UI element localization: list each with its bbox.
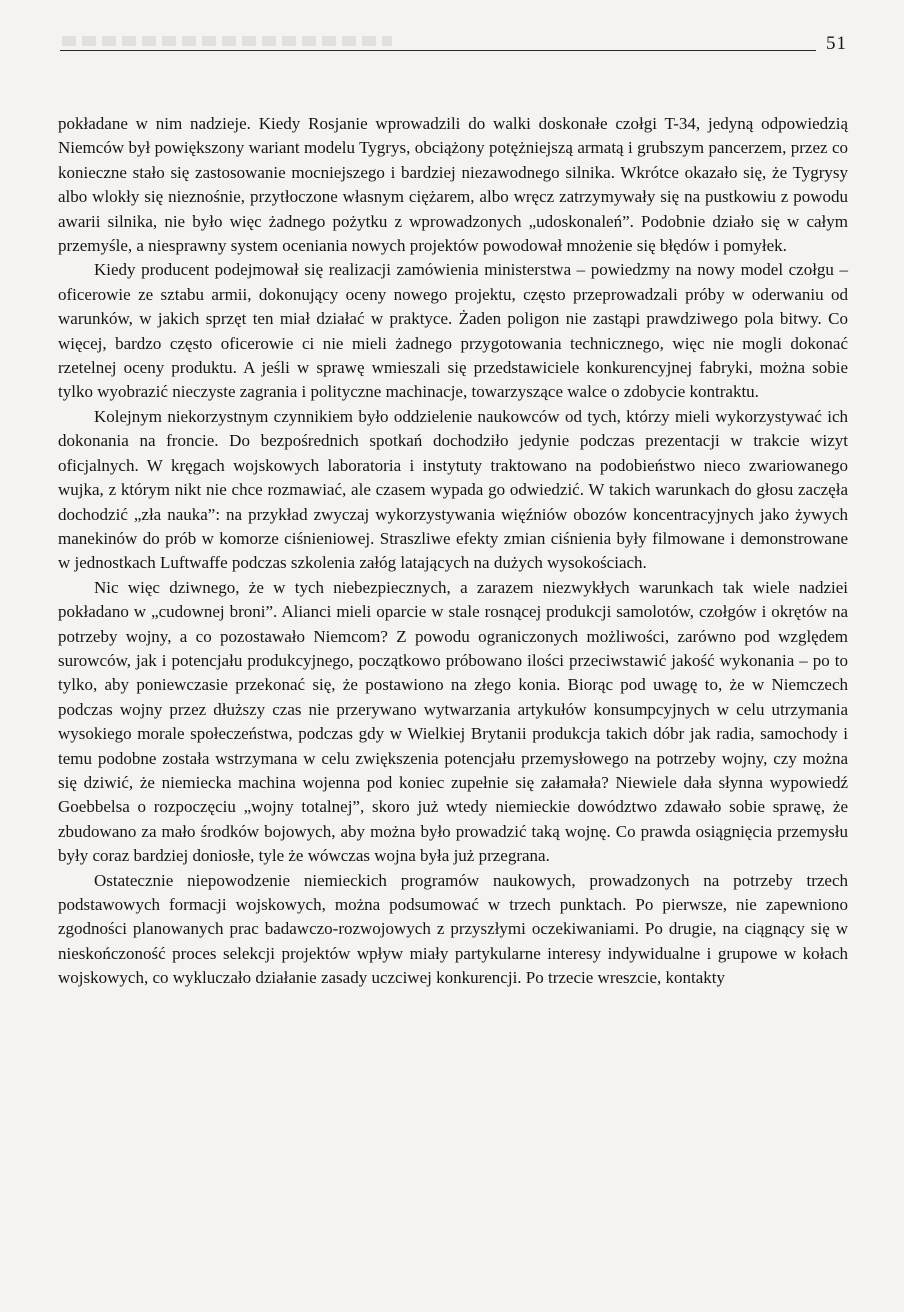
- body-text: [58, 112, 848, 991]
- paragraph-1: pokładane w nim nadzieje. Kiedy Rosjanie wprowadzili do walki doskonałe czołgi T-34, jedyną odpowiedzią Niemców był powiększony wariant modelu Tygrys, obciążony potężniejszą armatą i grubszym pancerzem, przez co konieczne stało się zastosowanie mocniejszego i bardziej niezawodnego silnika. Wkrótce okazało się, że Tygrysy albo wlokły się nieznośnie, przytłoczone własnym ciężarem, albo wręcz zatrzymywały się na pustkowiu z powodu awarii silnika, nie było więc żadnego pożytku z wprowadzonych „udoskonaleń”. Podobnie działo się w całym przemyśle, a niesprawny system oceniania nowych projektów powodował mnożenie się błędów i pomyłek.: [58, 114, 848, 256]
- paragraph-4: Nic więc dziwnego, że w tych niebezpiecznych, a zarazem niezwykłych warunkach tak wiele nadziei pokładano w „cudownej broni”. Alianci mieli oparcie w stale rosnącej produkcji samolotów, czołgów i okrętów na potrzeby wojny, a co pozostawało Niemcom? Z powodu ograniczonych możliwości, zarówno pod względem surowców, jak i potencjału produkcyjnego, początkowo próbowano ilości przeciwstawić jakość wykonania – po to tylko, aby poniewczasie przekonać się, że postawiono na złego konia. Biorąc pod uwagę to, że w Niemczech podczas wojny przez dłuższy czas nie przerywano wytwarzania artykułów konsumpcyjnych w celu utrzymania wysokiego morale społeczeństwa, podczas gdy w Wielkiej Brytanii produkcja takich dóbr jak radia, samochody i temu podobne została wstrzymana w celu zwiększenia potencjału przemysłowego na potrzeby wojny, czy można się dziwić, że niemiecka machina wojenna pod koniec zupełnie się załamała? Niewiele dała słynna wypowiedź Goebbelsa o rozpoczęciu „wojny totalnej”, skoro już wtedy niemieckie dowództwo zdawało sobie sprawę, że zbudowano za mało środków bojowych, aby można było prowadzić taką wojnę. Co prawda osiągnięcia przemysłu były coraz bardziej doniosłe, tyle że wówczas wojna była już przegrana.: [58, 577, 848, 866]
- running-header-bleedthrough: [62, 36, 392, 46]
- paragraph-3: Kolejnym niekorzystnym czynnikiem było oddzielenie naukowców od tych, którzy mieli wykorzystywać ich dokonania na froncie. Do bezpośrednich spotkań dochodziło jedynie podczas prezentacji w trakcie wizyt oficjalnych. W kręgach wojskowych laboratoria i instytuty traktowano na podobieństwo nieco zwariowanego wujka, z którym nikt nie chce rozmawiać, ale czasem wypada go odwiedzić. W takich warunkach do głosu zaczęła dochodzić „zła nauka”: na przykład zwyczaj wykorzystywania więźniów obozów koncentracyjnych jako żywych manekinów do prób w komorze ciśnieniowej. Straszliwe efekty zmian ciśnienia były filmowane i demonstrowane w jednostkach Luftwaffe podczas szkolenia załóg latających na dużych wysokościach.: [58, 406, 848, 573]
- header-rule: [60, 50, 816, 51]
- page-number: 51: [826, 33, 847, 54]
- paragraph-2: Kiedy producent podejmował się realizacji zamówienia ministerstwa – powiedzmy na nowy model czołgu – oficerowie ze sztabu armii, dokonujący oceny nowego projektu, często przeprowadzali próby w oderwaniu od warunków, w jakich sprzęt ten miał działać w praktyce. Żaden poligon nie zastąpi prawdziwego pola bitwy. Co więcej, bardzo często oficerowie ci nie mieli żadnego przygotowania technicznego, więc nie mogli dokonać rzetelnej oceny produktu. A jeśli w sprawę wmieszali się przedstawiciele konkurencyjnej fabryki, można sobie tylko wyobrazić nieczyste zagrania i polityczne machinacje, towarzyszące walce o zdobycie kontraktu.: [58, 260, 848, 402]
- paragraph-5: Ostatecznie niepowodzenie niemieckich programów naukowych, prowadzonych na potrzeby trzech podstawowych formacji wojskowych, można podsumować w trzech punktach. Po pierwsze, nie zapewniono zgodności planowanych prac badawczo-rozwojowych z przyszłymi oczekiwaniami. Po drugie, na ciągnący się w nieskończoność proces selekcji projektów wpływ miały partykularne interesy indywidualne i grupowe w kołach wojskowych, co wykluczało działanie zasady uczciwej konkurencji. Po trzecie wreszcie, kontakty: [58, 870, 848, 988]
